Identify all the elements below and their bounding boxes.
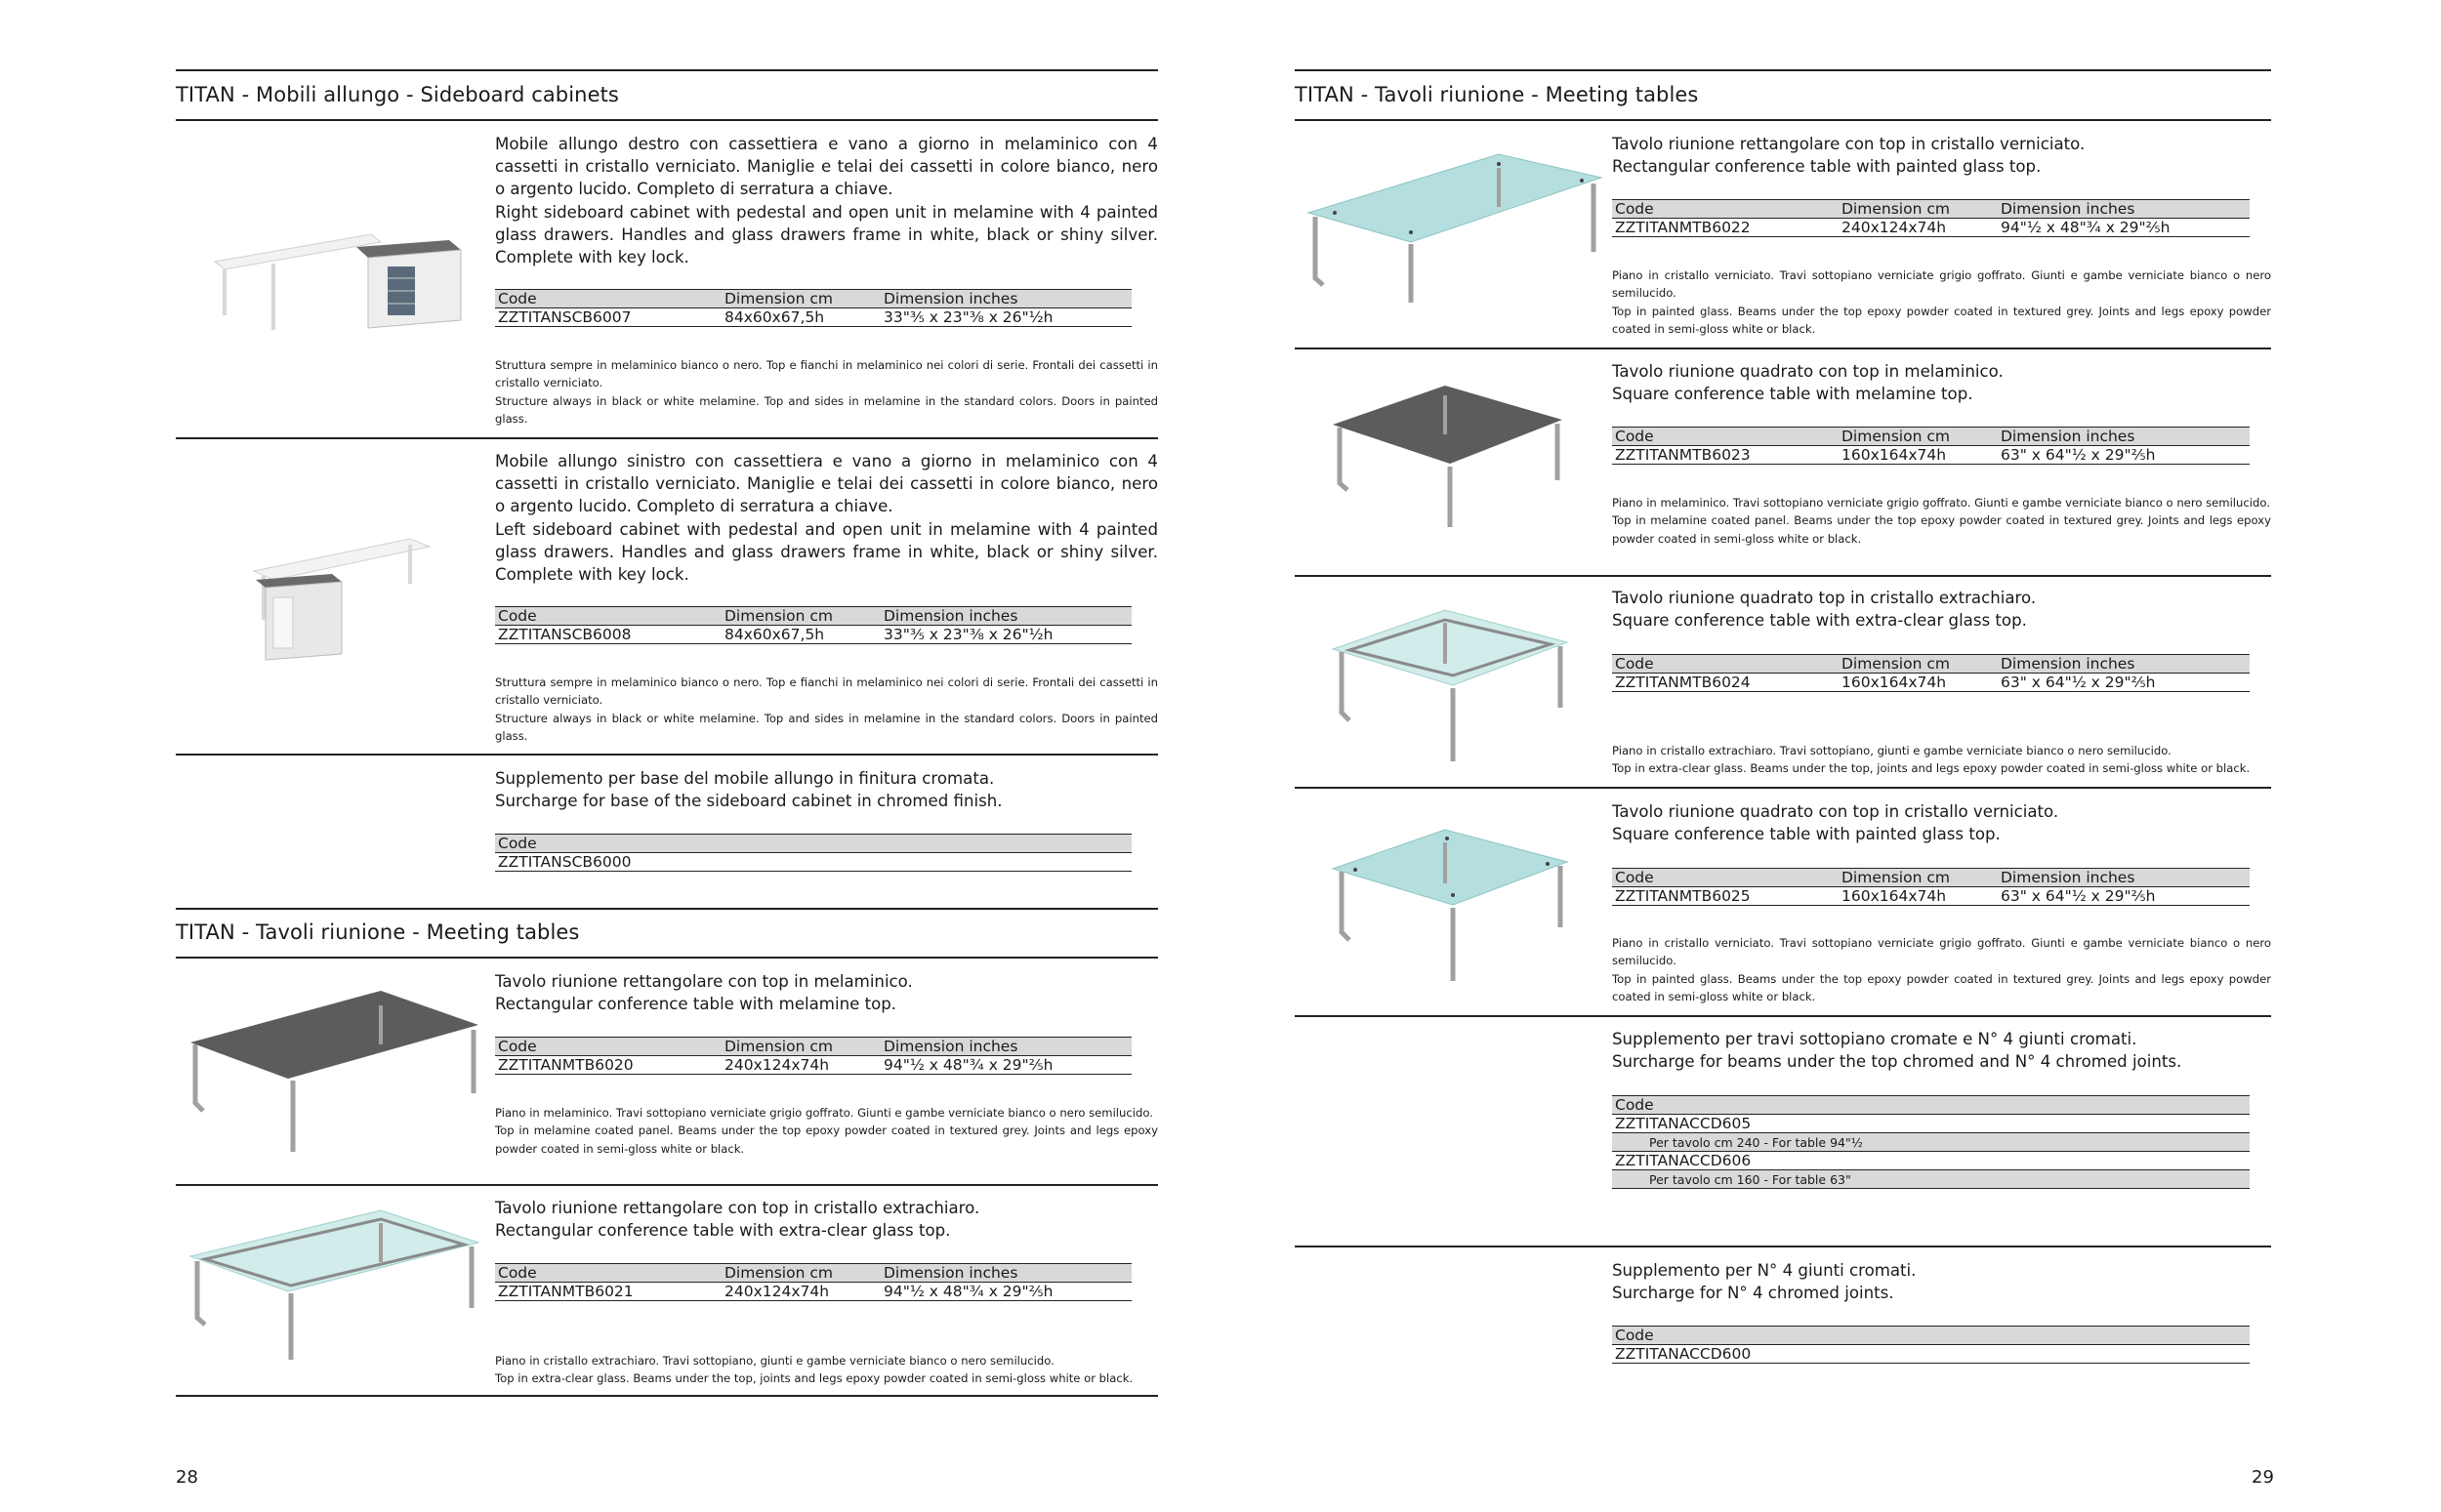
rule xyxy=(1295,69,2271,71)
product-code-detail: Per tavolo cm 240 - For table 94"½ xyxy=(1612,1133,2250,1152)
header-dimension-inches: Dimension inches xyxy=(1998,428,2250,446)
header-code: Code xyxy=(1612,1096,2250,1115)
description-it: Tavolo riunione rettangolare con top in melaminico. xyxy=(495,972,913,991)
dimension-cm: 240x124x74h xyxy=(722,1056,881,1075)
section-title-meeting-tables: TITAN - Tavoli riunione - Meeting tables xyxy=(176,920,580,944)
header-code: Code xyxy=(495,1264,722,1283)
header-dimension-cm: Dimension cm xyxy=(1839,200,1998,219)
description-en: Surcharge for beams under the top chromed and N° 4 chromed joints. xyxy=(1612,1052,2182,1072)
dimension-cm: 160x164x74h xyxy=(1839,674,1998,692)
note-it: Piano in cristallo verniciato. Travi sottopiano verniciate grigio goffrato. Giunti e gambe verniciate bianco o nero semilucido. xyxy=(1612,268,2271,301)
header-dimension-cm: Dimension cm xyxy=(722,290,881,308)
product-code-table xyxy=(495,1037,1132,1075)
note-it: Piano in melaminico. Travi sottopiano verniciate grigio goffrato. Giunti e gambe verniciate bianco o nero semilucido. xyxy=(495,1106,1153,1120)
product-code: ZZTITANSCB6008 xyxy=(495,626,722,644)
rule xyxy=(176,957,1158,959)
description-it: Mobile allungo destro con cassettiera e vano a giorno in melaminico con 4 cassetti in cristallo verniciato. Maniglie e telai dei cassetti in colore bianco, nero o argento lucido. Completo di serratura a chiave. xyxy=(495,135,1158,199)
right-sideboard-image xyxy=(205,223,478,340)
product-description xyxy=(1612,133,2271,178)
description-it: Supplemento per N° 4 giunti cromati. xyxy=(1612,1261,1917,1280)
dimension-inches: 33"⅗ x 23"⅜ x 26"½h xyxy=(881,626,1132,644)
left-page xyxy=(0,0,1220,1512)
product-code-detail: Per tavolo cm 160 - For table 63" xyxy=(1612,1170,2250,1189)
product-description xyxy=(495,133,1158,268)
product-code: ZZTITANMTB6025 xyxy=(1612,887,1839,906)
header-dimension-cm: Dimension cm xyxy=(722,1038,881,1056)
header-dimension-inches: Dimension inches xyxy=(1998,869,2250,887)
page-number: 29 xyxy=(2252,1467,2274,1488)
product-note xyxy=(1612,494,2271,548)
dimension-cm: 160x164x74h xyxy=(1839,887,1998,906)
rule xyxy=(176,754,1158,756)
description-it: Tavolo riunione rettangolare con top in cristallo extrachiaro. xyxy=(495,1199,980,1217)
product-description xyxy=(495,767,1158,812)
product-description xyxy=(1612,1028,2271,1073)
product-note xyxy=(495,674,1158,746)
product-code: ZZTITANACCD600 xyxy=(1612,1345,2250,1364)
right-page xyxy=(1220,0,2441,1512)
dimension-inches: 63" x 64"½ x 29"⅖h xyxy=(1998,674,2250,692)
header-dimension-cm: Dimension cm xyxy=(1839,655,1998,674)
product-code: ZZTITANMTB6021 xyxy=(495,1283,722,1301)
note-en: Top in extra-clear glass. Beams under the top, joints and legs epoxy powder coated in semi-gloss white or black. xyxy=(495,1371,1134,1386)
product-description xyxy=(495,970,1158,1015)
product-code: ZZTITANSCB6000 xyxy=(495,853,1132,872)
product-code: ZZTITANSCB6007 xyxy=(495,308,722,327)
product-code: ZZTITANACCD605 xyxy=(1612,1115,2250,1133)
header-code: Code xyxy=(495,835,1132,853)
description-en: Surcharge for base of the sideboard cabinet in chromed finish. xyxy=(495,792,1003,811)
product-code: ZZTITANACCD606 xyxy=(1612,1152,2250,1170)
painted-glass-square-table-image xyxy=(1328,825,1572,991)
header-code: Code xyxy=(1612,869,1839,887)
rule xyxy=(176,1184,1158,1186)
product-code: ZZTITANMTB6020 xyxy=(495,1056,722,1075)
description-en: Rectangular conference table with extra-clear glass top. xyxy=(495,1221,951,1241)
left-sideboard-image xyxy=(234,527,449,664)
product-code-table xyxy=(1612,427,2250,465)
rule xyxy=(176,437,1158,439)
product-note xyxy=(495,1352,1158,1388)
header-dimension-inches: Dimension inches xyxy=(881,1038,1132,1056)
product-code: ZZTITANMTB6022 xyxy=(1612,219,1839,237)
product-note xyxy=(1612,934,2271,1006)
note-it: Struttura sempre in melaminico bianco o nero. Top e fianchi in melaminico nei colori di serie. Frontali dei cassetti in cristallo verniciato. xyxy=(495,675,1158,708)
product-code: ZZTITANMTB6023 xyxy=(1612,446,1839,465)
product-code-table xyxy=(1612,654,2250,692)
dimension-inches: 63" x 64"½ x 29"⅖h xyxy=(1998,446,2250,465)
header-dimension-inches: Dimension inches xyxy=(1998,200,2250,219)
header-dimension-cm: Dimension cm xyxy=(1839,869,1998,887)
product-description xyxy=(1612,1259,2271,1304)
product-code-table xyxy=(1612,868,2250,906)
header-code: Code xyxy=(495,607,722,626)
header-dimension-inches: Dimension inches xyxy=(881,1264,1132,1283)
note-en: Top in painted glass. Beams under the top epoxy powder coated in textured grey. Joints and legs epoxy powder coated in semi-gloss white or black. xyxy=(1612,304,2271,337)
description-it: Tavolo riunione rettangolare con top in cristallo verniciato. xyxy=(1612,135,2086,153)
dimension-cm: 240x124x74h xyxy=(1839,219,1998,237)
note-it: Piano in cristallo verniciato. Travi sottopiano verniciate grigio goffrato. Giunti e gambe verniciate bianco o nero semilucido. xyxy=(1612,936,2271,968)
note-en: Top in extra-clear glass. Beams under the top, joints and legs epoxy powder coated in semi-gloss white or black. xyxy=(1612,761,2251,776)
description-en: Rectangular conference table with painted glass top. xyxy=(1612,157,2042,177)
note-it: Piano in cristallo extrachiaro. Travi sottopiano, giunti e gambe verniciate bianco o nero semilucido. xyxy=(495,1354,1055,1368)
header-dimension-cm: Dimension cm xyxy=(1839,428,1998,446)
header-dimension-inches: Dimension inches xyxy=(1998,655,2250,674)
description-en: Left sideboard cabinet with pedestal and open unit in melamine with 4 painted glass drawers. Handles and glass drawers frame in white, black or shiny silver. Complete with key lock. xyxy=(495,519,1158,585)
dimension-inches: 94"½ x 48"¾ x 29"⅖h xyxy=(1998,219,2250,237)
rule xyxy=(176,119,1158,121)
rule xyxy=(1295,347,2271,349)
rule xyxy=(176,1395,1158,1397)
rule xyxy=(1295,787,2271,789)
note-en: Top in melamine coated panel. Beams under the top epoxy powder coated in textured grey. Joints and legs epoxy powder coated in semi-gloss white or black. xyxy=(495,1124,1158,1156)
dimension-inches: 63" x 64"½ x 29"⅖h xyxy=(1998,887,2250,906)
description-it: Tavolo riunione quadrato top in cristallo extrachiaro. xyxy=(1612,589,2037,607)
product-code-table xyxy=(1612,199,2250,237)
note-it: Piano in cristallo extrachiaro. Travi sottopiano, giunti e gambe verniciate bianco o nero semilucido. xyxy=(1612,744,2172,757)
description-it: Tavolo riunione quadrato con top in cristallo verniciato. xyxy=(1612,802,2059,821)
section-title-meeting-tables: TITAN - Tavoli riunione - Meeting tables xyxy=(1295,83,1699,106)
description-it: Tavolo riunione quadrato con top in melaminico. xyxy=(1612,362,2004,381)
product-description xyxy=(495,1197,1158,1242)
section-title-sideboard: TITAN - Mobili allungo - Sideboard cabinets xyxy=(176,83,619,106)
dimension-cm: 160x164x74h xyxy=(1839,446,1998,465)
dimension-cm: 240x124x74h xyxy=(722,1283,881,1301)
extra-clear-square-table-image xyxy=(1328,605,1572,771)
rule xyxy=(1295,119,2271,121)
product-note xyxy=(1612,266,2271,339)
product-description xyxy=(495,450,1158,586)
dimension-inches: 94"½ x 48"¾ x 29"⅖h xyxy=(881,1056,1132,1075)
page-number: 28 xyxy=(176,1467,198,1488)
note-en: Top in painted glass. Beams under the top epoxy powder coated in textured grey. Joints and legs epoxy powder coated in semi-gloss white or black. xyxy=(1612,971,2271,1004)
melamine-rectangular-table-image xyxy=(186,986,488,1162)
painted-glass-rectangular-table-image xyxy=(1303,146,1606,312)
header-code: Code xyxy=(1612,655,1839,674)
product-code-table xyxy=(495,606,1132,644)
rule xyxy=(176,908,1158,910)
description-en: Square conference table with extra-clear glass top. xyxy=(1612,611,2027,631)
product-code-table xyxy=(495,834,1132,872)
melamine-square-table-image xyxy=(1328,381,1572,537)
product-code-table xyxy=(495,1263,1132,1301)
product-description xyxy=(1612,360,2271,405)
header-code: Code xyxy=(1612,200,1839,219)
note-en: Structure always in black or white melamine. Top and sides in melamine in the standard colors. Doors in painted glass. xyxy=(495,711,1158,744)
product-description xyxy=(1612,800,2271,845)
description-it: Mobile allungo sinistro con cassettiera e vano a giorno in melaminico con 4 cassetti in cristallo verniciato. Maniglie e telai dei cassetti in colore bianco, nero o argento lucido. Completo di serratura a chiave. xyxy=(495,452,1158,516)
header-code: Code xyxy=(1612,428,1839,446)
description-it: Supplemento per travi sottopiano cromate e N° 4 giunti cromati. xyxy=(1612,1030,2137,1048)
product-code-table xyxy=(1612,1326,2250,1364)
rule xyxy=(176,69,1158,71)
product-note xyxy=(1612,742,2271,778)
rule xyxy=(1295,1015,2271,1017)
description-en: Right sideboard cabinet with pedestal and open unit in melamine with 4 painted glass drawers. Handles and glass drawers frame in white, black or shiny silver. Complete with key lock. xyxy=(495,202,1158,267)
description-en: Square conference table with painted glass top. xyxy=(1612,825,2001,844)
header-code: Code xyxy=(495,290,722,308)
product-code-table xyxy=(495,289,1132,327)
description-en: Surcharge for N° 4 chromed joints. xyxy=(1612,1284,1894,1303)
product-note xyxy=(495,1104,1158,1158)
description-en: Square conference table with melamine top. xyxy=(1612,385,1973,404)
product-code: ZZTITANMTB6024 xyxy=(1612,674,1839,692)
note-en: Structure always in black or white melamine. Top and sides in melamine in the standard colors. Doors in painted glass. xyxy=(495,393,1158,427)
rule xyxy=(1295,575,2271,577)
header-code: Code xyxy=(1612,1327,2250,1345)
glass-rectangular-table-image xyxy=(186,1206,488,1367)
dimension-cm: 84x60x67,5h xyxy=(722,308,881,327)
description-it: Supplemento per base del mobile allungo in finitura cromata. xyxy=(495,769,995,788)
header-dimension-cm: Dimension cm xyxy=(722,607,881,626)
dimension-cm: 84x60x67,5h xyxy=(722,626,881,644)
header-code: Code xyxy=(495,1038,722,1056)
header-dimension-inches: Dimension inches xyxy=(881,607,1132,626)
header-dimension-inches: Dimension inches xyxy=(881,290,1132,308)
rule xyxy=(1295,1246,2271,1247)
dimension-inches: 94"½ x 48"¾ x 29"⅖h xyxy=(881,1283,1132,1301)
description-en: Rectangular conference table with melamine top. xyxy=(495,995,897,1014)
dimension-inches: 33"⅗ x 23"⅜ x 26"½h xyxy=(881,308,1132,327)
note-it: Piano in melaminico. Travi sottopiano verniciate grigio goffrato. Giunti e gambe verniciate bianco o nero semilucido. xyxy=(1612,496,2270,510)
product-note xyxy=(495,356,1158,429)
note-it: Struttura sempre in melaminico bianco o nero. Top e fianchi in melaminico nei colori di serie. Frontali dei cassetti in cristallo verniciato. xyxy=(495,358,1158,390)
product-description xyxy=(1612,587,2271,632)
product-code-table xyxy=(1612,1095,2250,1189)
note-en: Top in melamine coated panel. Beams under the top epoxy powder coated in textured grey. Joints and legs epoxy powder coated in semi-gloss white or black. xyxy=(1612,513,2271,546)
header-dimension-cm: Dimension cm xyxy=(722,1264,881,1283)
